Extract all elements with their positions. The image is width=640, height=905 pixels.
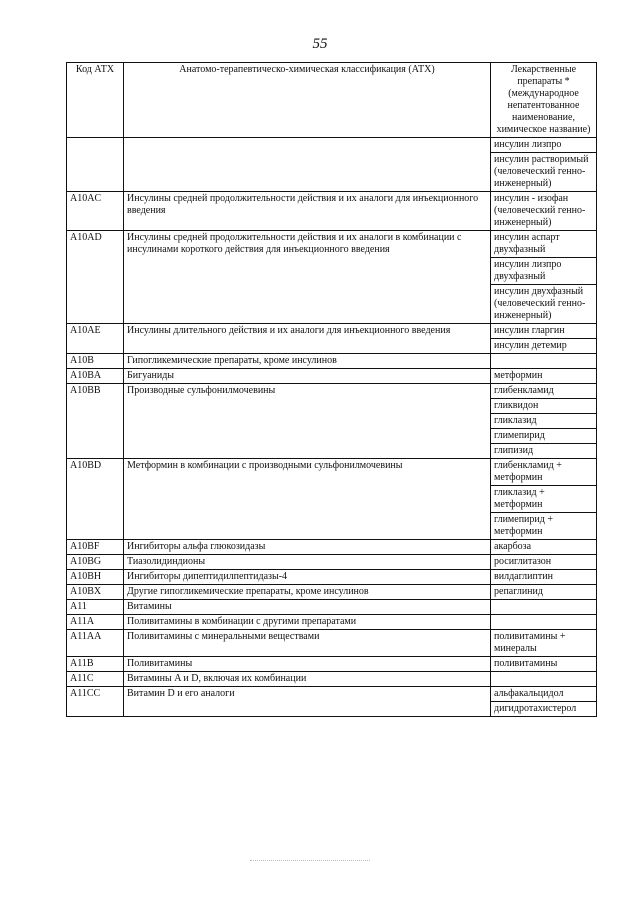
classification-cell: Метформин в комбинации с производными сульфонилмочевины [124,459,491,540]
drug-item: инсулин лизпро [491,138,596,153]
drugs-cell [491,687,597,717]
drugs-cell [491,354,597,369]
table-row [67,672,597,687]
drugs-cell [491,192,597,231]
table-row [67,657,597,672]
drug-item: альфакальцидол [491,687,596,702]
drug-item: инсулин лизпро двухфазный [491,258,596,285]
classification-cell: Поливитамины [124,657,491,672]
drugs-cell [491,600,597,615]
drug-item [491,600,596,614]
classification-cell: Гипогликемические препараты, кроме инсулинов [124,354,491,369]
drug-item: инсулин гларгин [491,324,596,339]
header-code: Код АТХ [67,63,124,138]
drug-item: гликлазид + метформин [491,486,596,513]
table-row [67,369,597,384]
atc-code-cell: A10AE [67,324,124,354]
drugs-cell [491,231,597,324]
atc-code-cell: A11AA [67,630,124,657]
drugs-cell [491,459,597,540]
drug-item: инсулин двухфазный (человеческий генно-инженерный) [494,286,586,321]
drugs-cell [491,615,597,630]
table-row [67,540,597,555]
drug-item: вилдаглиптин [494,571,553,582]
drug-item: росиглитазон [494,556,552,567]
drugs-cell [491,138,597,192]
drug-item: глипизид [494,445,534,456]
classification-cell: Инсулины средней продолжительности действия и их аналоги для инъекционного введения [124,192,491,231]
classification-cell: Бигуаниды [124,369,491,384]
classification-cell: Тиазолидиндионы [124,555,491,570]
atc-code-cell: A10AC [67,192,124,231]
drugs-cell [491,384,597,459]
classification-cell: Производные сульфонилмочевины [124,384,491,459]
atc-code-cell: A10BB [67,384,124,459]
drugs-cell [491,630,597,657]
table-row [67,324,597,354]
table-row [67,138,597,192]
drug-item: поливитамины [494,658,558,669]
atc-code-cell: A10B [67,354,124,369]
scan-artifact-line [250,860,370,862]
drug-item: дигидротахистерол [494,703,577,714]
drug-item: инсулин аспарт двухфазный [491,231,596,258]
drug-item [491,615,596,629]
table-row [67,600,597,615]
drug-item: поливитамины + минералы [494,631,566,654]
drug-item: инсулин растворимый (человеческий генно-инженерный) [494,154,589,189]
drugs-cell [491,369,597,384]
table-row [67,354,597,369]
classification-cell: Другие гипогликемические препараты, кроме инсулинов [124,585,491,600]
classification-cell: Поливитамины в комбинации с другими препаратами [124,615,491,630]
table-row [67,459,597,540]
classification-cell: Витамины A и D, включая их комбинации [124,672,491,687]
classification-cell: Витамины [124,600,491,615]
drug-item: гликвидон [491,399,596,414]
classification-cell: Инсулины средней продолжительности действия и их аналоги в комбинации с инсулинами короткого действия для инъекционного введения [124,231,491,324]
table-row [67,555,597,570]
drug-item: метформин [494,370,543,381]
drugs-cell [491,657,597,672]
drug-item: акарбоза [494,541,532,552]
classification-cell [124,138,491,192]
drug-item: глибенкламид + метформин [491,459,596,486]
table-row [67,192,597,231]
drugs-cell [491,672,597,687]
table-body [67,138,597,717]
drug-item: гликлазид [491,414,596,429]
drug-item: инсулин - изофан (человеческий генно-инженерный) [494,193,586,228]
atc-code-cell: A11B [67,657,124,672]
drug-item: глибенкламид [491,384,596,399]
drugs-cell [491,324,597,354]
atc-code-cell: A10BF [67,540,124,555]
atc-code-cell: A10AD [67,231,124,324]
classification-cell: Ингибиторы дипептидилпептидазы-4 [124,570,491,585]
classification-cell: Поливитамины с минеральными веществами [124,630,491,657]
atc-code-cell: A10BD [67,459,124,540]
table-row [67,630,597,657]
atc-code-cell: A10BX [67,585,124,600]
classification-cell: Ингибиторы альфа глюкозидазы [124,540,491,555]
atc-code-cell: A11 [67,600,124,615]
atc-code-cell: A11CC [67,687,124,717]
atc-table [66,62,597,717]
drug-item [491,672,596,686]
drug-item: глимепирид + метформин [494,514,553,537]
drugs-cell [491,555,597,570]
table-row [67,231,597,324]
drug-item: репаглинид [494,586,543,597]
drug-item [491,354,596,368]
page-number: 55 [312,36,328,52]
header-classification: Анатомо-терапевтическо-химическая классификация (АТХ) [124,63,491,138]
atc-code-cell: A11C [67,672,124,687]
atc-code-cell: A10BH [67,570,124,585]
drugs-cell [491,540,597,555]
drug-item: глимепирид [491,429,596,444]
drugs-cell [491,570,597,585]
table-row [67,570,597,585]
classification-cell: Инсулины длительного действия и их аналоги для инъекционного введения [124,324,491,354]
atc-code-cell: A11A [67,615,124,630]
atc-code-cell: A10BA [67,369,124,384]
table-header-row [67,63,597,138]
drug-item: инсулин детемир [494,340,567,351]
classification-cell: Витамин D и его аналоги [124,687,491,717]
atc-code-cell: A10BG [67,555,124,570]
table-row [67,585,597,600]
table-row [67,615,597,630]
header-drugs: Лекарственные препараты * (международное непатентованное наименование, химическое название) [491,63,597,138]
table-row [67,384,597,459]
atc-code-cell [67,138,124,192]
drugs-cell [491,585,597,600]
table-row [67,687,597,717]
